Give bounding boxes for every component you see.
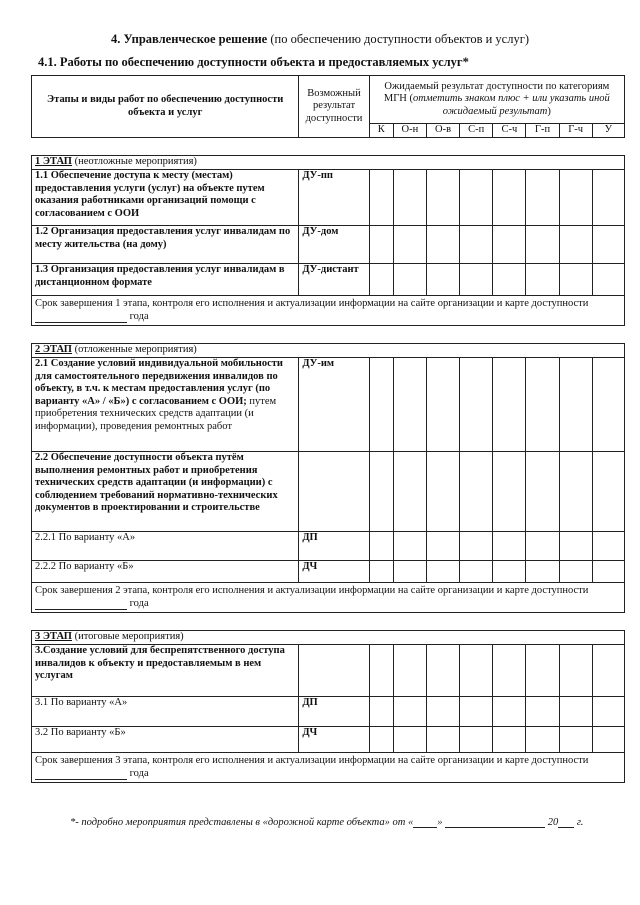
mark-cell[interactable]: [559, 226, 592, 264]
mark-cell[interactable]: [460, 170, 493, 226]
table-row: [32, 697, 625, 727]
stage2-label: 2 ЭТАП (отложенные мероприятия): [32, 344, 625, 358]
header-expected-close: ): [547, 105, 551, 117]
table-row: [32, 645, 625, 697]
result-code: [299, 452, 369, 532]
stage1-deadline: Срок завершения 1 этапа, контроля его исполнения и актуализации информации на сайте организации и карте доступности года: [32, 296, 625, 326]
work-item: 2.2 Обеспечение доступности объекта путём выполнения ремонтных работ и приобретения технических средств адаптации (и информации) с соблюдением требований нормативно-технических документов в проектировании и строительстве: [32, 452, 299, 532]
category-s-ch: С-ч: [493, 124, 526, 138]
mark-cell[interactable]: [426, 170, 459, 226]
mark-cell[interactable]: [526, 561, 559, 583]
mark-cell[interactable]: [559, 561, 592, 583]
footnote-year-blank[interactable]: [558, 817, 574, 828]
work-item: 1.2 Организация предоставления услуг инвалидам по месту жительства (на дому): [32, 226, 299, 264]
mark-cell[interactable]: [526, 170, 559, 226]
table-row: [32, 170, 625, 226]
mark-cell[interactable]: [493, 452, 526, 532]
spacer-row: [32, 613, 625, 631]
result-code: ДЧ: [299, 727, 369, 753]
mark-cell[interactable]: [426, 727, 459, 753]
mark-cell[interactable]: [393, 358, 426, 452]
stage3-label: 3 ЭТАП (итоговые мероприятия): [32, 631, 625, 645]
header-stages: Этапы и виды работ по обеспечению доступности объекта и услуг: [32, 76, 299, 138]
mark-cell[interactable]: [369, 697, 393, 727]
result-code: ДУ-им: [299, 358, 369, 452]
mark-cell[interactable]: [369, 645, 393, 697]
mark-cell[interactable]: [592, 226, 624, 264]
mark-cell[interactable]: [393, 697, 426, 727]
mark-cell[interactable]: [493, 358, 526, 452]
mark-cell[interactable]: [592, 727, 624, 753]
mark-cell[interactable]: [592, 561, 624, 583]
mark-cell[interactable]: [369, 358, 393, 452]
table-row: [32, 532, 625, 561]
mark-cell[interactable]: [526, 226, 559, 264]
result-code: [299, 645, 369, 697]
mark-cell[interactable]: [493, 532, 526, 561]
mark-cell[interactable]: [559, 645, 592, 697]
mark-cell[interactable]: [460, 697, 493, 727]
mark-cell[interactable]: [460, 264, 493, 296]
mark-cell[interactable]: [559, 358, 592, 452]
mark-cell[interactable]: [592, 452, 624, 532]
category-k: К: [369, 124, 393, 138]
mark-cell[interactable]: [559, 727, 592, 753]
mark-cell[interactable]: [460, 358, 493, 452]
mark-cell[interactable]: [592, 170, 624, 226]
header-result: Возможный результат доступности: [299, 76, 369, 138]
category-u: У: [592, 124, 624, 138]
stage1-header: [32, 156, 625, 170]
mark-cell[interactable]: [592, 645, 624, 697]
mark-cell[interactable]: [393, 226, 426, 264]
mark-cell[interactable]: [559, 697, 592, 727]
header-expected: [369, 76, 624, 124]
header-row: [32, 76, 625, 124]
mark-cell[interactable]: [460, 226, 493, 264]
mark-cell[interactable]: [426, 561, 459, 583]
mark-cell[interactable]: [493, 697, 526, 727]
stage2-deadline: Срок завершения 2 этапа, контроля его исполнения и актуализации информации на сайте организации и карте доступности года: [32, 583, 625, 613]
table-row: [32, 264, 625, 296]
header-expected-italic: отметить знаком плюс + или указать иной ожидаемый результат: [413, 93, 610, 117]
mark-cell[interactable]: [526, 645, 559, 697]
spacer-row: [32, 138, 625, 156]
work-item: 1.1 Обеспечение доступа к месту (местам) предоставления услуги (услуг) на объекте путем оказания работниками организаций помощи с согласованием с ООИ: [32, 170, 299, 226]
spacer-row: [32, 326, 625, 344]
stage3-header: [32, 631, 625, 645]
mark-cell[interactable]: [426, 264, 459, 296]
section-title: [0, 32, 640, 47]
mark-cell[interactable]: [460, 452, 493, 532]
stage1-deadline-row: [32, 296, 625, 326]
mark-cell[interactable]: [493, 226, 526, 264]
mark-cell[interactable]: [526, 532, 559, 561]
mark-cell[interactable]: [369, 170, 393, 226]
mark-cell[interactable]: [369, 532, 393, 561]
stage3-deadline-row: [32, 753, 625, 783]
mark-cell[interactable]: [559, 264, 592, 296]
mark-cell[interactable]: [426, 226, 459, 264]
stage2-deadline-row: [32, 583, 625, 613]
mark-cell[interactable]: [460, 532, 493, 561]
mark-cell[interactable]: [592, 532, 624, 561]
mark-cell[interactable]: [493, 727, 526, 753]
category-o-n: О-н: [393, 124, 426, 138]
mark-cell[interactable]: [493, 264, 526, 296]
mark-cell[interactable]: [559, 170, 592, 226]
mark-cell[interactable]: [526, 358, 559, 452]
work-item: 3.Создание условий для беспрепятственного доступа инвалидов к объекту и предоставляемым в нем услугам: [32, 645, 299, 697]
mark-cell[interactable]: [426, 532, 459, 561]
mark-cell[interactable]: [526, 264, 559, 296]
section-title-rest: (по обеспечению доступности объектов и услуг): [267, 32, 529, 46]
works-table: [31, 75, 625, 783]
result-code: ДП: [299, 697, 369, 727]
table-row: [32, 452, 625, 532]
mark-cell[interactable]: [369, 264, 393, 296]
result-code: ДП: [299, 532, 369, 561]
result-code: ДУ-пп: [299, 170, 369, 226]
work-item: 2.2.2 По варианту «Б»: [32, 561, 299, 583]
footnote: *- подробно мероприятия представлены в «дорожной карте объекта» от « » 20 г.: [70, 817, 584, 828]
mark-cell[interactable]: [559, 532, 592, 561]
mark-cell[interactable]: [393, 532, 426, 561]
result-code: ДУ-дом: [299, 226, 369, 264]
mark-cell[interactable]: [369, 226, 393, 264]
subsection-title: 4.1. Работы по обеспечению доступности объекта и предоставляемых услуг*: [38, 55, 469, 69]
mark-cell[interactable]: [393, 170, 426, 226]
mark-cell[interactable]: [369, 561, 393, 583]
mark-cell[interactable]: [369, 727, 393, 753]
stage2-header: [32, 344, 625, 358]
mark-cell[interactable]: [460, 645, 493, 697]
stage1-label: 1 ЭТАП (неотложные мероприятия): [32, 156, 625, 170]
mark-cell[interactable]: [493, 170, 526, 226]
table-row: [32, 358, 625, 452]
mark-cell[interactable]: [426, 645, 459, 697]
table-row: [32, 727, 625, 753]
result-code: ДЧ: [299, 561, 369, 583]
work-item: 3.2 По варианту «Б»: [32, 727, 299, 753]
category-o-v: О-в: [426, 124, 459, 138]
deadline-blank[interactable]: [35, 599, 127, 610]
mark-cell[interactable]: [426, 697, 459, 727]
category-s-p: С-п: [460, 124, 493, 138]
category-g-ch: Г-ч: [559, 124, 592, 138]
mark-cell[interactable]: [426, 452, 459, 532]
mark-cell[interactable]: [592, 358, 624, 452]
mark-cell[interactable]: [369, 452, 393, 532]
mark-cell[interactable]: [592, 264, 624, 296]
footnote-month-blank[interactable]: [445, 817, 545, 828]
mark-cell[interactable]: [460, 561, 493, 583]
mark-cell[interactable]: [426, 358, 459, 452]
stage3-deadline: Срок завершения 3 этапа, контроля его исполнения и актуализации информации на сайте организации и карте доступности года: [32, 753, 625, 783]
mark-cell[interactable]: [526, 727, 559, 753]
footnote-day-blank[interactable]: [413, 817, 437, 828]
mark-cell[interactable]: [526, 452, 559, 532]
mark-cell[interactable]: [559, 452, 592, 532]
work-item: 1.3 Организация предоставления услуг инвалидам в дистанционном формате: [32, 264, 299, 296]
deadline-blank[interactable]: [35, 769, 127, 780]
deadline-blank[interactable]: [35, 312, 127, 323]
mark-cell[interactable]: [493, 561, 526, 583]
table-row: [32, 561, 625, 583]
work-item: 2.1 Создание условий индивидуальной мобильности для самостоятельного передвижения инвалидов по объекту, в т.ч. к местам предоставления услуг (по варианту «А» / «Б») с согласованием с ООИ; путем приобретения технических средств адаптации (и информации), проведения ремонтных работ: [32, 358, 299, 452]
mark-cell[interactable]: [393, 727, 426, 753]
header-expected-text: Ожидаемый результат доступности по категориям МГН (: [383, 80, 610, 105]
mark-cell[interactable]: [493, 645, 526, 697]
category-g-p: Г-п: [526, 124, 559, 138]
mark-cell[interactable]: [393, 645, 426, 697]
work-item: 2.2.1 По варианту «А»: [32, 532, 299, 561]
mark-cell[interactable]: [393, 452, 426, 532]
result-code: ДУ-дистант: [299, 264, 369, 296]
mark-cell[interactable]: [526, 697, 559, 727]
mark-cell[interactable]: [592, 697, 624, 727]
mark-cell[interactable]: [393, 561, 426, 583]
mark-cell[interactable]: [393, 264, 426, 296]
table-row: [32, 226, 625, 264]
mark-cell[interactable]: [460, 727, 493, 753]
section-title-bold: 4. Управленческое решение: [111, 32, 268, 46]
work-item: 3.1 По варианту «А»: [32, 697, 299, 727]
